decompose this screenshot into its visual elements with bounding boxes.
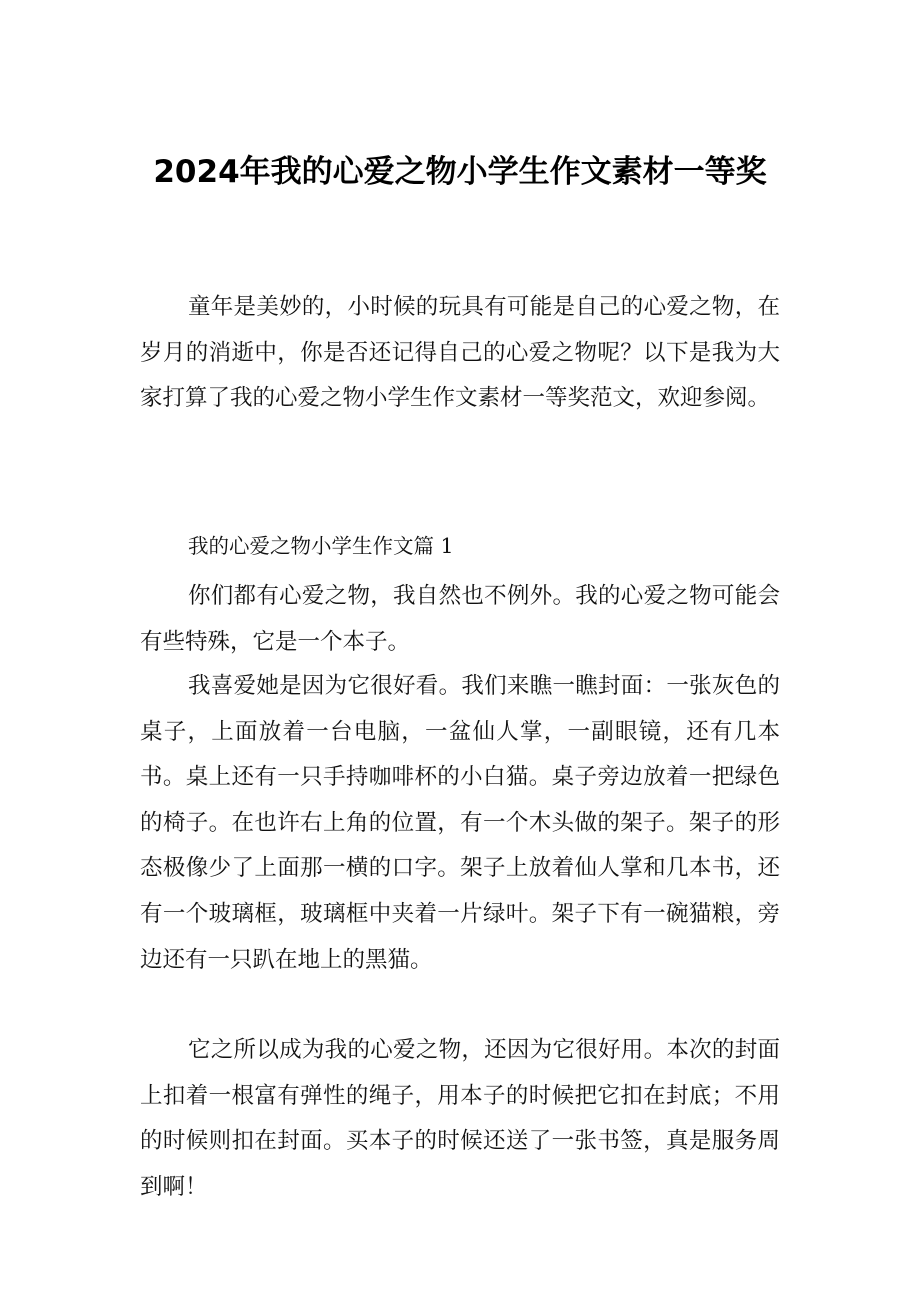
intro-paragraph: 童年是美妙的，小时候的玩具有可能是自己的心爱之物，在岁月的消逝中，你是否还记得自己的心爱之物呢？以下是我为大家打算了我的心爱之物小学生作文素材一等奖范文，欢迎参阅。 xyxy=(140,294,780,412)
section-heading: 我的心爱之物小学生作文篇 1 xyxy=(188,534,454,558)
document-title: 2024年我的心爱之物小学生作文素材一等奖 xyxy=(153,154,767,190)
body-paragraph-2: 我喜爱她是因为它很好看。我们来瞧一瞧封面：一张灰色的桌子，上面放着一台电脑，一盆仙人掌，一副眼镜，还有几本书。桌上还有一只手持咖啡杯的小白猫。桌子旁边放着一把绿色的椅子。在也许右上角的位置，有一个木头做的架子。架子的形态极像少了上面那一横的口字。架子上放着仙人掌和几本书，还有一个玻璃框，玻璃框中夹着一片绿叶。架子下有一碗猫粮，旁边还有一只趴在地上的黑猫。 xyxy=(140,673,780,973)
body-paragraph-3: 它之所以成为我的心爱之物，还因为它很好用。本次的封面上扣着一根富有弹性的绳子，用本子的时候把它扣在封底；不用的时候则扣在封面。买本子的时候还送了一张书签，真是服务周到啊！ xyxy=(140,1037,780,1200)
body-paragraph-1: 你们都有心爱之物，我自然也不例外。我的心爱之物可能会有些特殊，它是一个本子。 xyxy=(140,583,780,655)
